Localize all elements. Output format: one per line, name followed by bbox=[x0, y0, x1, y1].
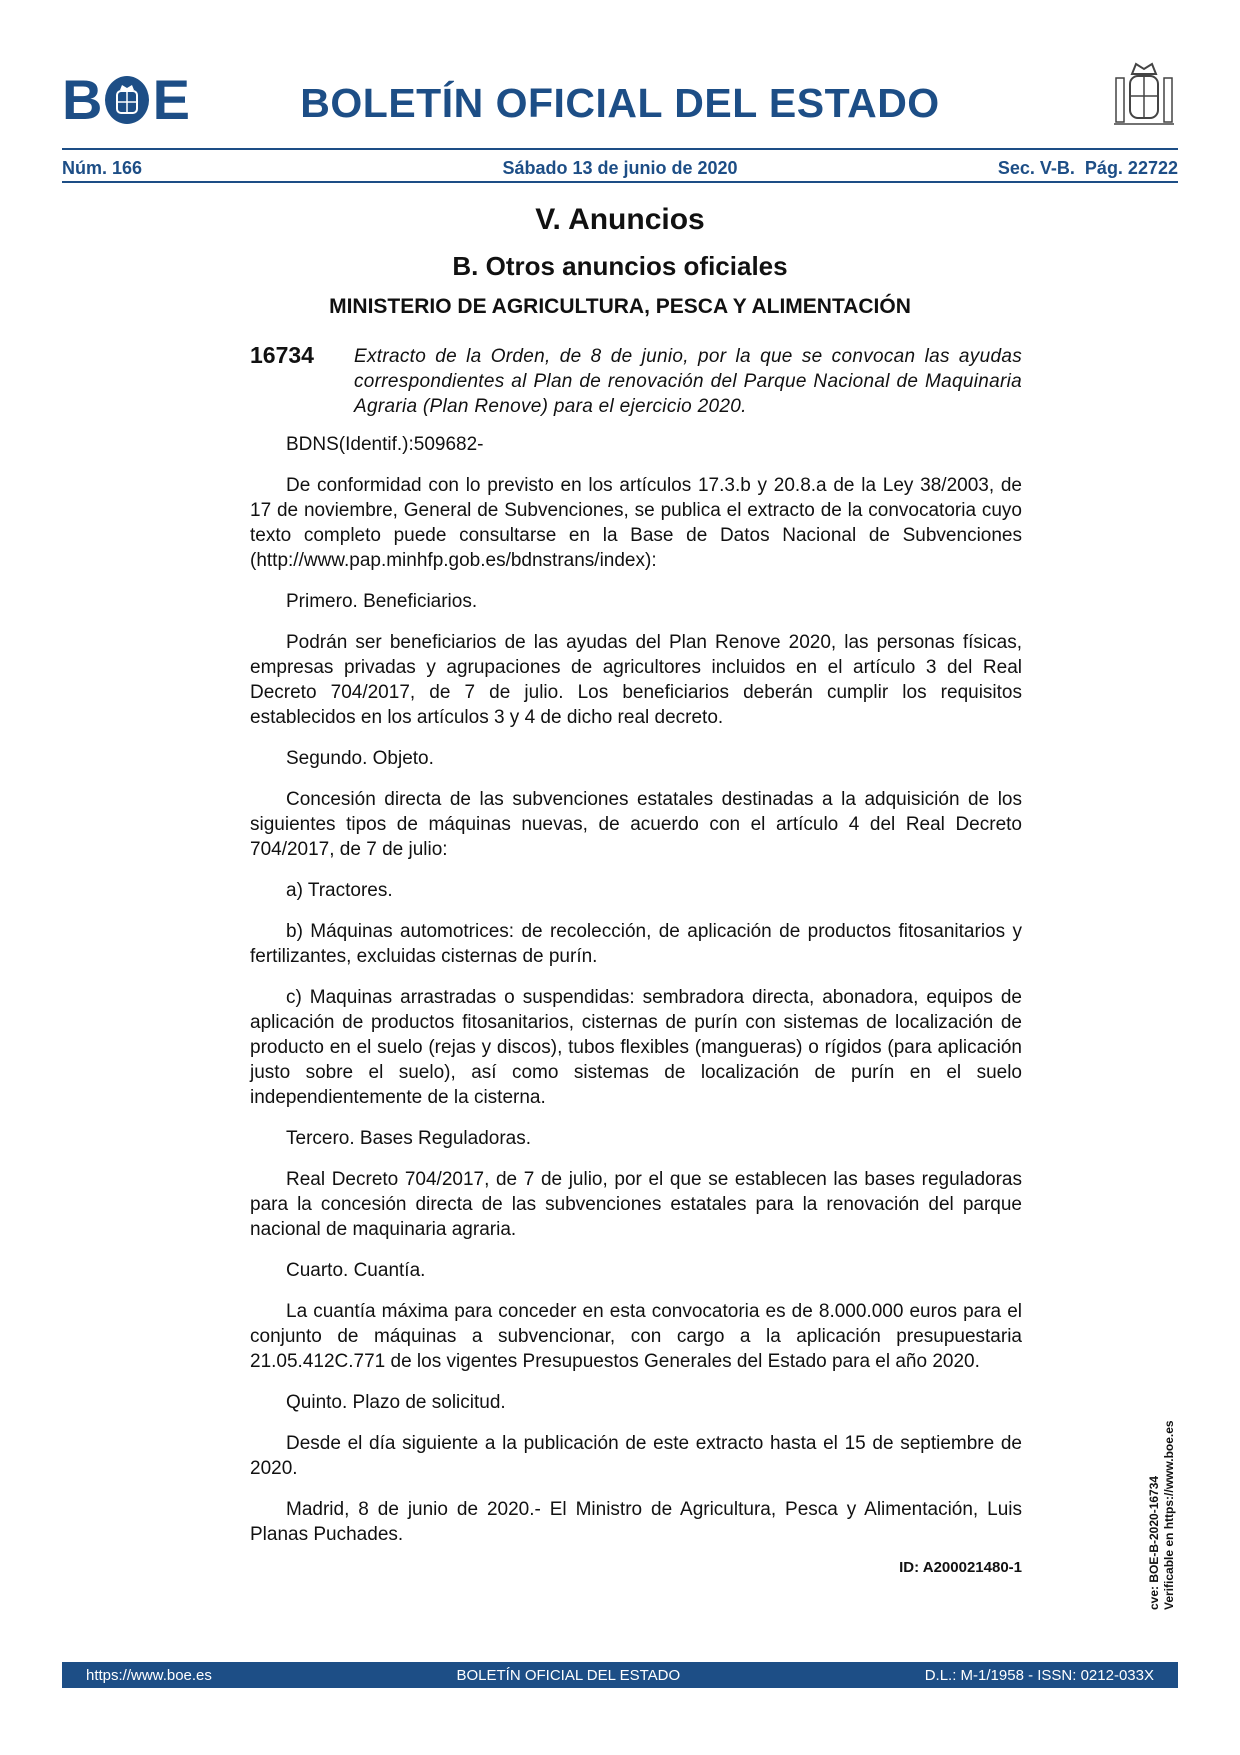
cve-code: cve: BOE-B-2020-16734 bbox=[1147, 1475, 1161, 1610]
document-id: ID: A200021480-1 bbox=[899, 1559, 1022, 1576]
paragraph-heading-bases: Tercero. Bases Reguladoras. bbox=[286, 1128, 532, 1149]
logo-letter-b: B bbox=[62, 68, 101, 131]
announcement-body bbox=[250, 432, 1022, 1580]
paragraph-heading-plazo: Quinto. Plazo de solicitud. bbox=[286, 1392, 506, 1413]
paragraph-item-c: c) Maquinas arrastradas o suspendidas: sembradora directa, abonadora, equipos de aplicación de productos fitosanitarios, cisternas de purín con sistemas de localización de producto en el suelo (rejas y discos), tubos flexibles (mangueras) o rígidos (para aplicación justo sobre el suelo), así como sistemas de localización de purín en el suelo independientemente de la cisterna. bbox=[250, 987, 1022, 1108]
logo-letter-e: E bbox=[152, 68, 188, 131]
verify-link[interactable]: Verificable en https://www.boe.es bbox=[1162, 1420, 1176, 1610]
section-label: Sec. V-B. bbox=[997, 158, 1075, 178]
paragraph-objeto: Concesión directa de las subvenciones estatales destinadas a la adquisición de los siguientes tipos de máquinas nuevas, de acuerdo con el artículo 4 del Real Decreto 704/2017, de 7 de julio: bbox=[250, 789, 1022, 860]
announcement-extract: Extracto de la Orden, de 8 de junio, por la que se convocan las ayudas correspondientes al Plan de renovación del Parque Nacional de Maquinaria Agraria (Plan Renove) para el ejercicio 2020. bbox=[354, 346, 1022, 417]
paragraph-item-b: b) Máquinas automotrices: de recolección, de aplicación de productos fitosanitarios y fertilizantes, excluidas cisternas de purín. bbox=[250, 921, 1022, 967]
paragraph-heading-beneficiarios: Primero. Beneficiarios. bbox=[286, 591, 478, 612]
side-verification bbox=[1147, 1360, 1177, 1610]
header-rule-bottom bbox=[62, 181, 1178, 183]
paragraph-cuantia: La cuantía máxima para conceder en esta convocatoria es de 8.000.000 euros para el conjunto de máquinas a subvencionar, con cargo a la aplicación presupuestaria 21.05.412C.771 de los vigentes Presupuestos Generales del Estado para el año 2020. bbox=[250, 1301, 1022, 1372]
section-page bbox=[998, 158, 1178, 179]
paragraph-heading-objeto: Segundo. Objeto. bbox=[286, 748, 434, 769]
page-label: Pág. 22722 bbox=[1084, 158, 1178, 178]
header-rule-top bbox=[62, 148, 1178, 150]
paragraph-heading-cuantia: Cuarto. Cuantía. bbox=[286, 1260, 426, 1281]
paragraph-intro: De conformidad con lo previsto en los artículos 17.3.b y 20.8.a de la Ley 38/2003, de 17 de noviembre, General de Subvenciones, se publica el extracto de la convocatoria cuyo texto completo puede consultarse en la Base de Datos Nacional de Subvenciones (http://www.pap.minhfp.gob.es/bdnstrans/index): bbox=[250, 475, 1022, 571]
paragraph-bases: Real Decreto 704/2017, de 7 de julio, por el que se establecen las bases reguladoras para la concesión directa de las subvenciones estatales para la renovación del parque nacional de maquinaria agraria. bbox=[250, 1169, 1022, 1240]
issue-date: Sábado 13 de junio de 2020 bbox=[502, 158, 738, 178]
paragraph-beneficiarios: Podrán ser beneficiarios de las ayudas del Plan Renove 2020, las personas físicas, empresas privadas y agrupaciones de agricultores incluidos en el artículo 3 del Real Decreto 704/2017, de 7 de julio. Los beneficiarios deberán cumplir los requisitos establecidos en los artículos 3 y 4 de dicho real decreto. bbox=[250, 632, 1022, 728]
paragraph-signature: Madrid, 8 de junio de 2020.- El Ministro de Agricultura, Pesca y Alimentación, Luis Planas Puchades. bbox=[250, 1499, 1022, 1545]
footer-bar bbox=[62, 1662, 1178, 1688]
subsection-heading: B. Otros anuncios oficiales bbox=[452, 251, 788, 281]
section-heading: V. Anuncios bbox=[535, 203, 705, 236]
publication-title: BOLETÍN OFICIAL DEL ESTADO bbox=[300, 80, 940, 126]
paragraph-item-a: a) Tractores. bbox=[286, 880, 393, 901]
footer-title: BOLETÍN OFICIAL DEL ESTADO bbox=[456, 1666, 681, 1684]
paragraph-plazo: Desde el día siguiente a la publicación de este extracto hasta el 15 de septiembre de 2020. bbox=[250, 1433, 1022, 1479]
ministry-heading: MINISTERIO DE AGRICULTURA, PESCA Y ALIMENTACIÓN bbox=[329, 295, 911, 318]
issue-number: Núm. 166 bbox=[62, 158, 143, 178]
paragraph-bdns: BDNS(Identif.):509682- bbox=[286, 434, 484, 455]
footer-legal: D.L.: M-1/1958 - ISSN: 0212-033X bbox=[924, 1666, 1154, 1684]
footer-url[interactable]: https://www.boe.es bbox=[86, 1666, 212, 1684]
coat-of-arms-icon bbox=[1112, 60, 1176, 132]
announcement-number: 16734 bbox=[250, 342, 314, 368]
